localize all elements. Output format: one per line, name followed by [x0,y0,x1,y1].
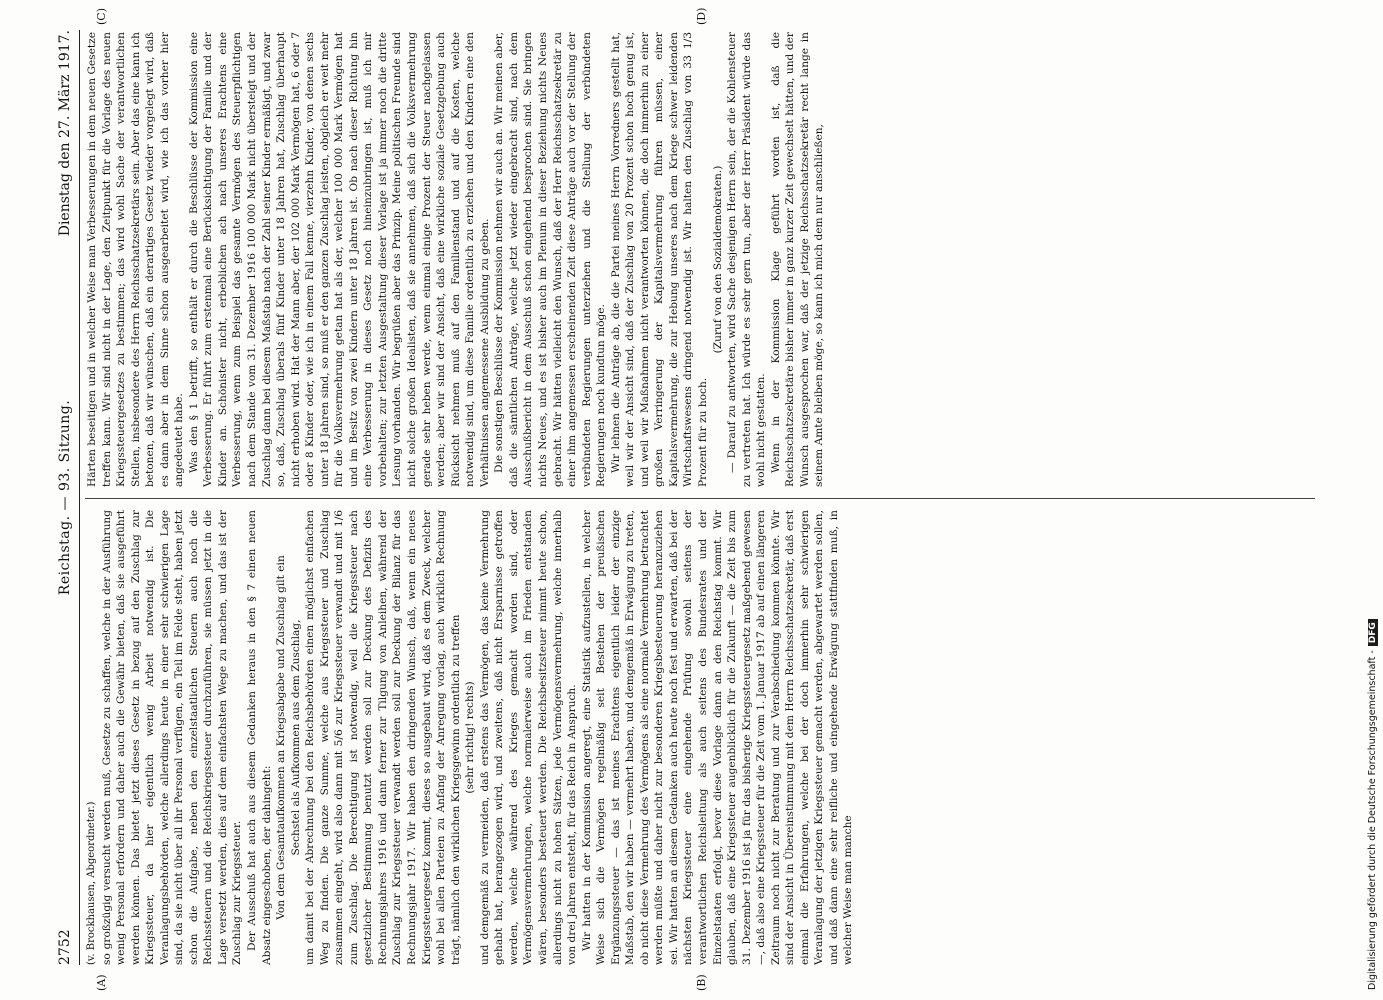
interjection: (sehr richtig! rechts) [464,681,477,794]
margin-marker-b: (B) [695,974,708,991]
dfg-sidebar [1367,0,1383,990]
paragraph: um damit bei der Abrechnung bei den Reichsbehörden einen möglichst einfachen Weg zu finden. Die ganze Summe, welche aus Kriegssteuer und Zuschlag zusammen eingeht, wird also dann mit 5/6 zur Kriegssteuer verwandt und mit 1/6 zum Zuschlag. Die Berechtigung ist notwendig, weil die Kriegssteuer nach gesetzlicher Bestimmung benutzt werden soll zur Deckung des Defizits des Rechnungsjahres 1916 und dann ferner zur Tilgung von Anleihen, während der Zuschlag zur Kriegssteuer verwandt werden soll zur Deckung der Bilanz für das Rechnungsjahr 1917. Wir haben den dringenden Wunsch, daß, wenn ein neues Kriegssteuergesetz kommt, dieses so ausgebaut wird, daß es dem Zweck, welcher wohl bei allen Parteien zu Anfang der Anregung vorlag, auch wirklich Rechnung trägt, nämlich den wirklichen Kriegsgewinn ordentlich zu treffen [304,510,462,965]
paragraph: und demgemäß zu vermeiden, daß erstens das Vermögen, das keine Vermehrung gehabt hat, herangezogen wird, und zweitens, daß nicht Ersparnisse getroffen werden, welche während des Krieges gemacht worden sind, oder Vermögensvermehrungen, welche normalerweise auch im Frieden entstanden wären, besonders besteuert werden. Die Reichsbesitzsteuer nimmt heute schon, allerdings nicht zu hohen Sätzen, jede Vermögensvermehrung, welche innerhalb von drei Jahren entsteht, für das Reich in Anspruch. [478,510,579,965]
paragraph: — Darauf zu antworten, wird Sache desjenigen Herrn sein, der die Kohlensteuer zu vertreten hat. Ich würde es sehr gern tun, aber der Herr Präsident würde das wohl nicht gestatten. [726,32,768,487]
dfg-credit: Digitalisierung gefördert durch die Deutsche Forschungsgemeinschaft - [1367,650,1378,990]
paragraph: Wir lehnen die Anträge ab, die die Partei meines Herrn Vorredners gestellt hat, weil wir der Ansicht sind, daß der Zuschlag von 20 Prozent schon hoch genug ist, und weil wir Maßnahmen nicht verantworten können, die doch immerhin zu einer großen Verringerung der Kapitalsvermehrung führen müssen, einer Kapitalsvermehrung, die zur Hebung unseres nach dem Kriege schwer leidenden Wirtschaftswesens dringend notwendig ist. Wir halten den Zuschlag von 33 1/3 Prozent für zu hoch. [609,32,709,487]
header-rule [79,30,80,965]
right-column [85,32,1315,487]
margin-marker-c: (C) [95,8,108,25]
paragraph: Härten beseitigen und in welcher Weise man Verbesserungen in dem neuen Gesetze treffen kann. Wir sind nicht in der Lage, den Zeitpunkt für die Vorlage des neuen Kriegssteuergesetzes zu bestimmen; das wird wohl Sache der verantwortlichen Stellen, insbesondere des Herrn Reichsschatzsekretärs sein. Aber das eine kann ich betonen, daß wir wünschen, daß ein derartiges Gesetz wieder vorgelegt wird, daß es dann aber in dem Sinne schon ausgearbeitet wird, wie ich das vorher hier angedeutet habe. [86,32,186,487]
margin-marker-d: (D) [695,7,708,25]
dfg-logo: DFG [1368,619,1378,646]
session-title: Reichstag. — 93. Sitzung. [57,399,73,596]
speaker-line: (v. Brockhausen, Abgeordneter.) [86,801,97,965]
session-date: Dienstag den 27. März 1917. [57,30,73,237]
left-column [85,510,1315,965]
paragraph: Wenn in der Kommission Klage geführt worden ist, daß die Reichsschatzsekretäre bisher immer in ganz kurzer Zeit gewechselt hätten, und der Wunsch ausgesprochen war, daß der jetzige Reichsschatzsekretär recht lange in seinem Amte bleiben möge, so kann ich mich dem nur anschließen, [769,32,826,487]
margin-marker-a: (A) [95,974,108,991]
paragraph: Was den § 1 betrifft, so enthält er durch die Beschlüsse der Kommission eine Verbesserung. Er führt zum erstenmal eine Berücksichtigung der Familie und der Kinder an. Schönister nicht, erbeblichen ach nach unseres Erachtens eine Verbesserung, wenn zum Beispiel das gesamte Vermögen des Steuerpflichtigen nach dem Stande vom 31. Dezember 1916 100 000 Mark nicht übersteigt und der Zuschlag dann bei diesem Maßstab nach der Zahl seiner Kinder ermäßigt, und zwar so, daß, Zuschlag überals fünf Kinder unter 18 Jahren hat, Zuschlag überhaupt nicht erhoben wird. Hat der Mann aber, der 102 000 Mark Vermögen hat, 6 oder 7 oder 8 Kinder oder, wie ich in einem Fall kenne, vierzehn Kinder, von denen sechs unter 18 Jahren sind, so muß er den ganzen Zuschlag leisten, obgleich er weit mehr für die Volksvermehrung getan hat als der, welcher 100 000 Mark Vermögen hat und im Besitz von zwei Kindern unter 18 Jahren ist. Ob nach dieser Richtung hin eine Verbesserung in dieses Gesetz noch hineinzubringen ist, muß ich mir vorbehalten; zur letzten Ausgestaltung dieser Vorlage ist ja immer noch die dritte Lesung vorhanden. Wir begrüßen aber das Prinzip. Meine politischen Freunde sind nicht solche großen Idealisten, daß sie annehmen, daß sich die Volksvermehrung gerade sehr heben werde, wenn einmal einige Prozent der Steuer nachgelassen werden; aber wir sind der Ansicht, daß eine wirkliche soziale Gesetzgebung auch Rücksicht nehmen muß auf den Familienstand und auf die Kosten, welche notwendig sind, um diese Familie ordentlich zu erziehen und den Kindern eine den Verhältnissen angemessene Ausbildung zu geben. [187,32,491,487]
page-number: 2752 [57,929,73,965]
column-divider [85,498,1315,499]
paragraph: Die sonstigen Beschlüsse der Kommission nehmen wir auch an. Wir meinen aber, daß die sämtlichen Anträge, welche jetzt wieder eingebracht sind, nach dem Ausschußbericht in dem Ausschuß schon eingehend besprochen sind. Sie bringen nichts Neues, und es ist bisher auch im Plenum in dieser Beziehung nichts Neues gebracht. Wir hätten vielleicht den Wunsch, daß der Herr Reichsschatzsekretär zu einer ihm angemessen erscheinenden Zeit diese Anträge auch vor der Stellung der verbündeten Regierungen unterziehen und die Stellung der verbündeten Regierungen noch kundtun möge. [493,32,608,487]
rotated-page [55,7,1325,991]
paragraph: so großzügig versucht werden muß, Gesetze zu schaffen, welche in der Ausführung wenig Personal erfordern und daher auch die Gewähr bieten, daß sie ausgeführt werden können. Das bietet jetzt dieses Gesetz in bezug auf den Zuschlag zur Kriegssteuer, da hier eigentlich wenig Arbeit notwendig ist. Die Veranlagungsbehörden, welche allerdings heute in einer sehr schwierigen Lage sind, da sie nicht über all ihr Personal verfügen, ein Teil im Felde steht, haben jetzt schon die Aufgabe, neben den einzelstaatlichen Steuern auch noch die Reichssteuern und die Reichskriegssteuer durchzuführen, sie müssen jetzt in die Lage versetzt werden, dies auf dem einfachsten Wege zu machen, und das ist der Zuschlag zur Kriegssteuer. [100,510,244,965]
interjection: (Zuruf von den Sozialdemokraten.) [711,165,724,354]
quote: Von dem Gesamtaufkommen an Kriegsabgabe und Zuschlag gilt ein Sechstel als Aufkommen aus dem Zuschlag, [275,555,302,920]
paragraph: Der Ausschuß hat auch aus diesem Gedanken heraus in den § 7 einen neuen Absatz eingeschoben, der dahingeht: [246,510,273,965]
page-header [55,30,77,965]
paragraph: Wir hatten in der Kommission angeregt, eine Statistik aufzustellen, in welcher Weise sich die Vermögen regelmäßig seit Bestehen der preußischen Ergänzungssteuer — das ist meines Erachtens eigentlich leider der einzige Maßstab, den wir haben — vermehrt haben, und demgemäß in Erwägung zu treten, ob nicht diese Vermehrung des Vermögens als eine normale Vermehrung betrachtet werden müßte und daher nicht zur besonderen Kriegsbesteuerung heranzuziehen sei. Wir hatten an diesem Gedanken auch heute noch fest und erwarten, daß bei der nächsten Kriegssteuer eine eingehende Prüfung sowohl seitens der verantwortlichen Reichsleitung als auch seitens des Bundesrates und der Einzelstaaten erfolgt, bevor diese Vorlage dann an den Reichstag kommt. Wir glauben, daß eine Kriegssteuer augenblicklich für die Zukunft — die Zeit bis zum 31. Dezember 1916 ist ja für das bisherige Kriegssteuergesetz maßgebend gewesen —, daß also eine Kriegssteuer für die Zeit vom 1. Januar 1917 ab auf einen längeren Zeitraum noch nicht zur Beratung und zur Verabschiedung kommen könnte. Wir sind der Ansicht in Übereinstimmung mit dem Herrn Reichsschatzsekretär, daß erst einmal die Erfahrungen, welche bei der doch immerhin sehr schwierigen Veranlagung der jetzigen Kriegssteuer gemacht werden, abgewartet werden sollen, und daß dann eine sehr reifliche und eingehende Erwägung stattfinden muß, in welcher Weise man manche [580,510,855,965]
